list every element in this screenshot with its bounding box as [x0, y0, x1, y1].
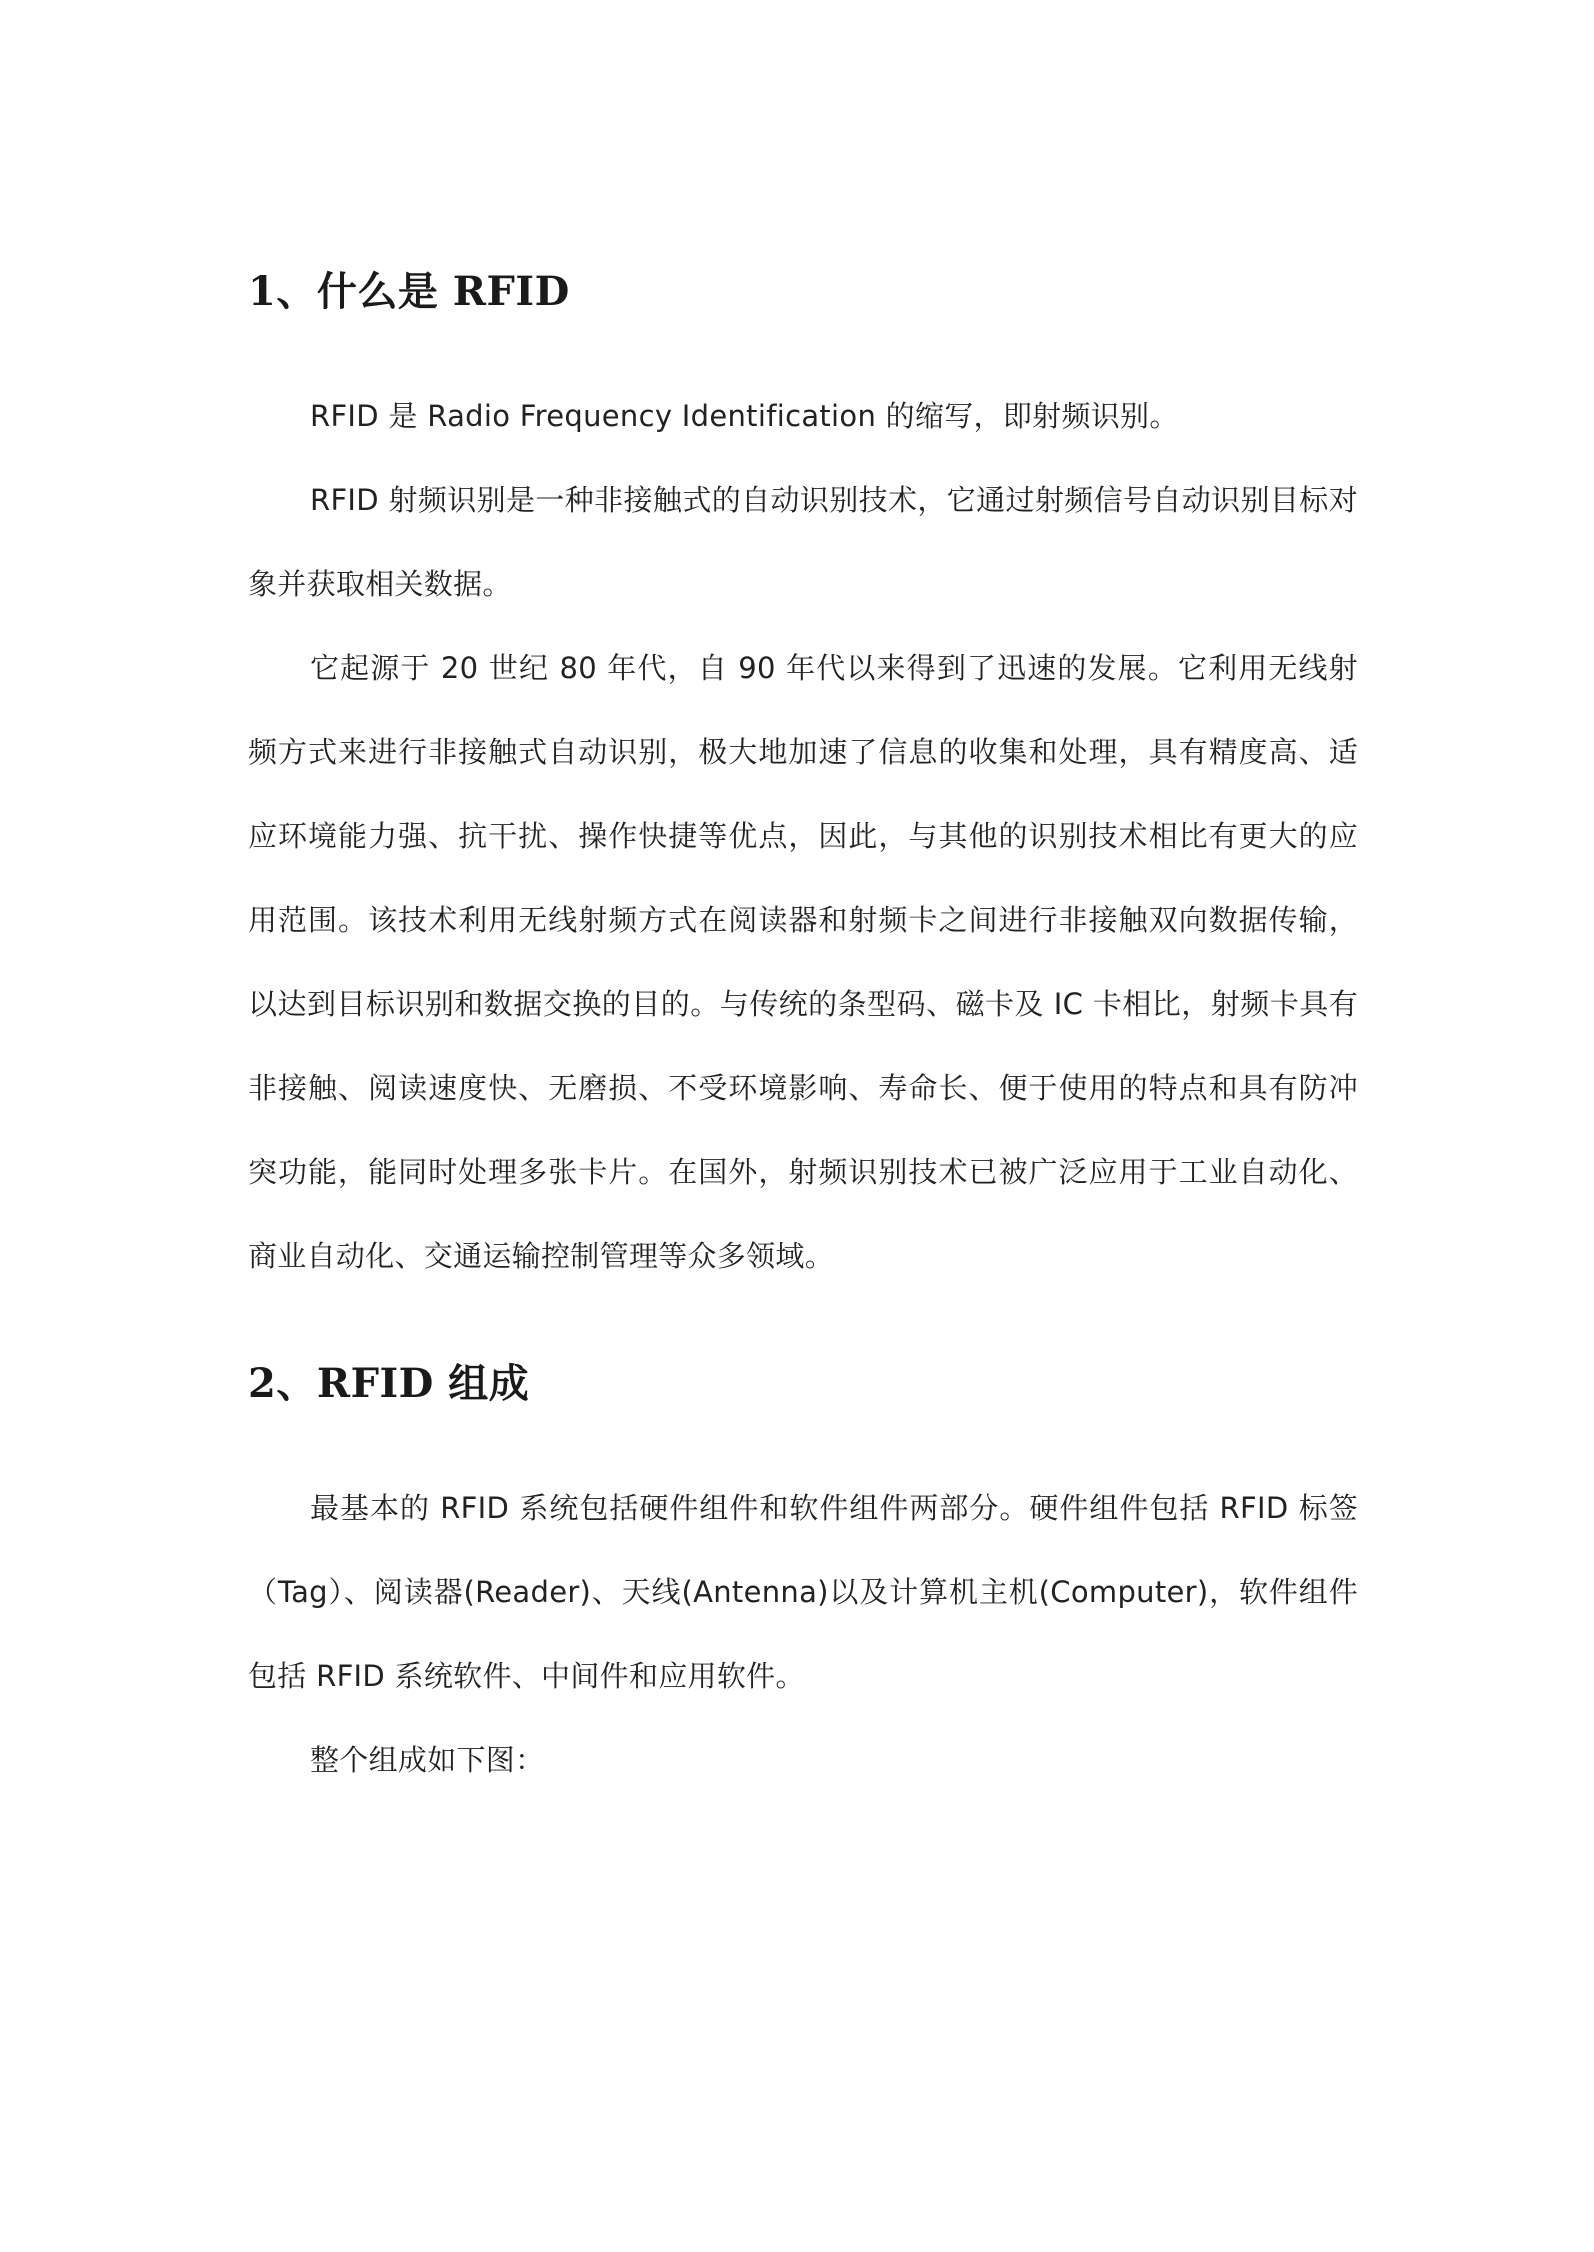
section-1-paragraph-3: 它起源于 20 世纪 80 年代，自 90 年代以来得到了迅速的发展。它利用无线射频方式来进行非接触式自动识别，极大地加速了信息的收集和处理，具有精度高、适应环境能力强、抗干扰、操作快捷等优点，因此，与其他的识别技术相比有更大的应用范围。该技术利用无线射频方式在阅读器和射频卡之间进行非接触双向数据传输，以达到目标识别和数据交换的目的。与传统的条型码、磁卡及 IC 卡相比，射频卡具有非接触、阅读速度快、无磨损、不受环境影响、寿命长、便于使用的特点和具有防冲突功能，能同时处理多张卡片。在国外，射频识别技术已被广泛应用于工业自动化、商业自动化、交通运输控制管理等众多领域。	[248, 651, 1358, 1273]
section-2-heading: 2、RFID 组成	[248, 1360, 530, 1407]
section-1-paragraph-1: RFID 是 Radio Frequency Identification 的缩写，即射频识别。	[310, 399, 1179, 433]
document-content	[248, 262, 1358, 1802]
section-1-paragraph-2: RFID 射频识别是一种非接触式的自动识别技术，它通过射频信号自动识别目标对象并获取相关数据。	[248, 483, 1358, 601]
section-1-heading: 1、什么是 RFID	[248, 268, 570, 315]
section-2-paragraph-2: 整个组成如下图：	[310, 1743, 545, 1777]
section-2-paragraph-1: 最基本的 RFID 系统包括硬件组件和软件组件两部分。硬件组件包括 RFID 标签（Tag）、阅读器(Reader)、天线(Antenna)以及计算机主机(Computer)，软件组件包括 RFID 系统软件、中间件和应用软件。	[248, 1491, 1358, 1693]
